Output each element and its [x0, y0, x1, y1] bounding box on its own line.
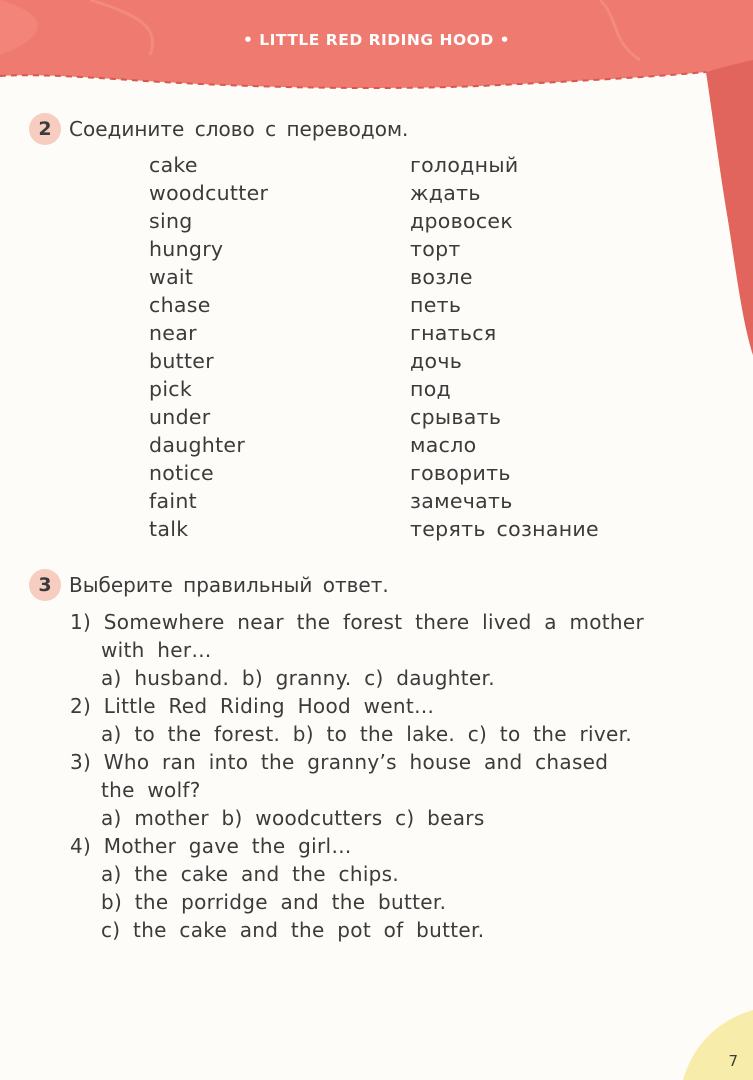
- task-instruction: Соедините слово с переводом.: [69, 117, 409, 141]
- russian-translation: срывать: [410, 405, 502, 429]
- answer-option: b) the porridge and the butter.: [101, 890, 447, 914]
- russian-translation: под: [410, 377, 452, 401]
- question-line: 4) Mother gave the girl…: [70, 834, 352, 858]
- english-word: near: [149, 321, 197, 345]
- english-word: daughter: [149, 433, 246, 457]
- russian-translation: замечать: [410, 489, 513, 513]
- english-word: sing: [149, 209, 193, 233]
- russian-translation: масло: [410, 433, 477, 457]
- curtain-decoration: [0, 0, 753, 360]
- task-instruction: Выберите правильный ответ.: [69, 573, 389, 597]
- task-number-badge: 2: [29, 113, 61, 145]
- russian-translation: дочь: [410, 349, 463, 373]
- russian-translation: торт: [410, 237, 461, 261]
- question-line: with her…: [101, 638, 212, 662]
- english-word: faint: [149, 489, 198, 513]
- russian-translation: голодный: [410, 153, 519, 177]
- russian-translation: гнаться: [410, 321, 497, 345]
- question-line: 3) Who ran into the granny’s house and chased: [70, 750, 609, 774]
- english-word: pick: [149, 377, 193, 401]
- answer-options: a) to the forest. b) to the lake. c) to the river.: [101, 722, 632, 746]
- russian-translation: терять сознание: [410, 517, 599, 541]
- english-word: cake: [149, 153, 198, 177]
- english-word: hungry: [149, 237, 224, 261]
- task-number-badge: 3: [29, 569, 61, 601]
- english-word: butter: [149, 349, 214, 373]
- english-word: talk: [149, 517, 189, 541]
- answer-option: a) the cake and the chips.: [101, 862, 400, 886]
- english-word: wait: [149, 265, 194, 289]
- english-word: notice: [149, 461, 214, 485]
- russian-translation: говорить: [410, 461, 511, 485]
- task-2-heading: [29, 113, 408, 145]
- russian-translation: дровосек: [410, 209, 514, 233]
- russian-translation: возле: [410, 265, 473, 289]
- english-word: under: [149, 405, 211, 429]
- russian-translation: ждать: [410, 181, 481, 205]
- header-title: • LITTLE RED RIDING HOOD •: [242, 31, 511, 49]
- task-3-heading: [29, 569, 389, 601]
- answer-options: a) husband. b) granny. c) daughter.: [101, 666, 495, 690]
- page-corner-decoration: [683, 1010, 753, 1080]
- english-word: chase: [149, 293, 211, 317]
- page-number: 7: [728, 1052, 738, 1070]
- answer-options: a) mother b) woodcutters c) bears: [101, 806, 485, 830]
- english-word: woodcutter: [149, 181, 269, 205]
- question-line: the wolf?: [101, 778, 201, 802]
- question-line: 1) Somewhere near the forest there lived a mother: [70, 610, 645, 634]
- russian-translation: петь: [410, 293, 462, 317]
- answer-option: c) the cake and the pot of butter.: [101, 918, 485, 942]
- question-line: 2) Little Red Riding Hood went…: [70, 694, 435, 718]
